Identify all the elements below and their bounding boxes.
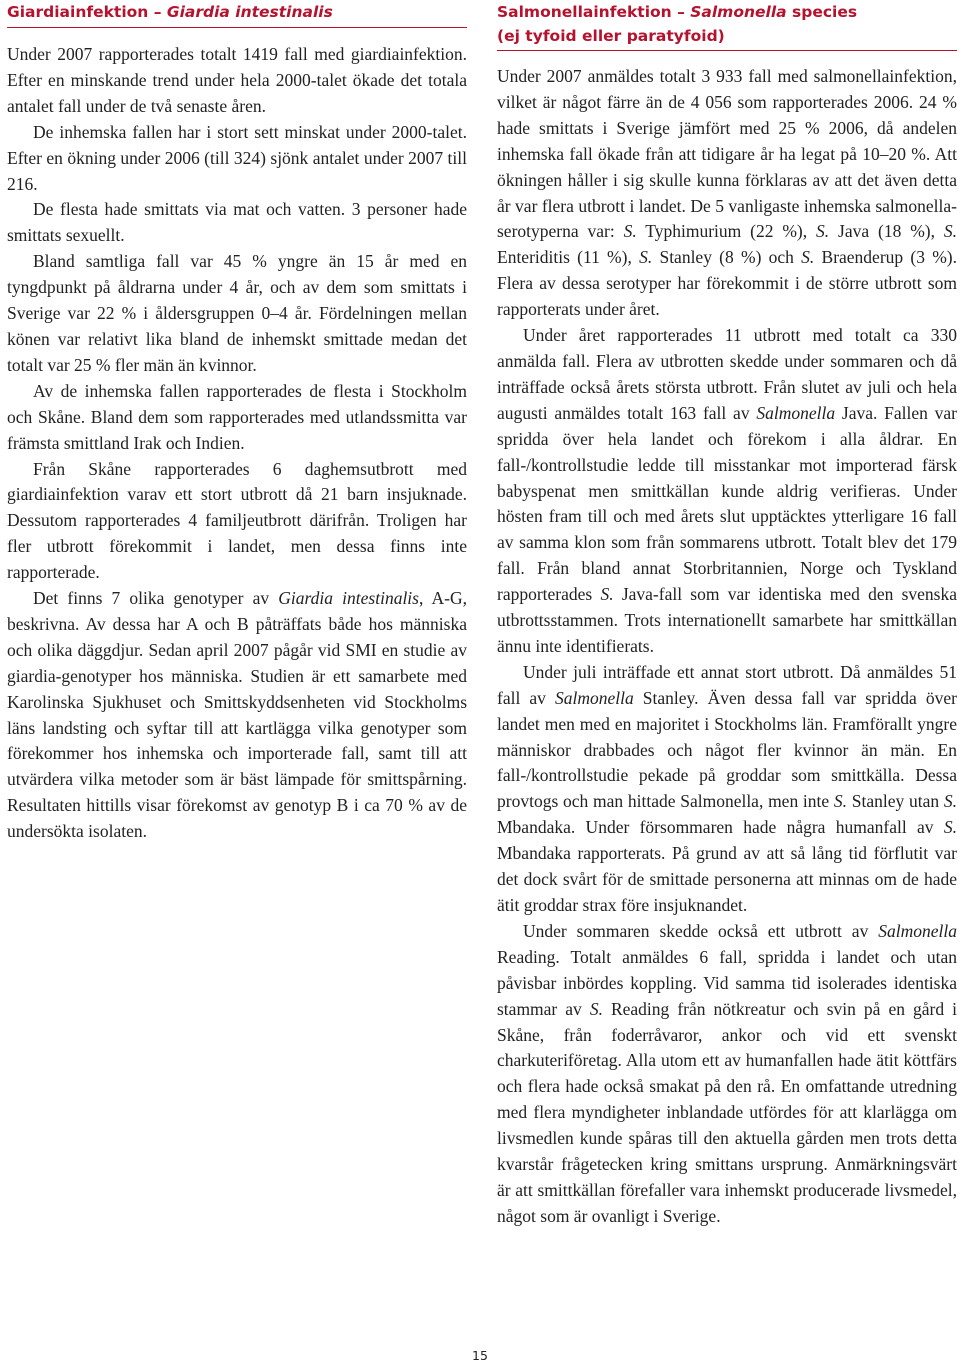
paragraph: Från Skåne rapporterades 6 daghemsutbrott med giardiainfektion varav ett stort utbrott då 21 barn insjuknade. Dessutom rapporterades 4 familjeutbrott därifrån. Troligen har fler utbrott förekommit i landet, men dessa finns inte rapporterade. — [7, 458, 467, 583]
heading-italic: Giardia intestinalis — [166, 3, 333, 21]
heading-text: Giardiainfektion – — [7, 3, 167, 21]
paragraph: De inhemska fallen har i stort sett minskat under 2000-talet. Efter en ökning under 2006 (till 324) sjönk antalet under 2007 till 216. — [7, 121, 467, 194]
right-column — [497, 0, 957, 1230]
paragraph: Under juli inträffade ett annat stort utbrott. Då anmäldes 51 fall av Salmonella Stanley. Även dessa fall var spridda över landet men med en majoritet i Stockholms län. Framförallt yngre människor drabbades och något fler kvinnor än män. En fall-/kontrollstudie pekade på groddar som smittkälla. Dessa provtogs och man hittade Salmonella, men inte S. Stanley utan S. Mbandaka. Under försommaren hade några humanfall av S. Mbandaka rapporterats. På grund av att så lång tid förflutit var det dock svårt för de smittade personerna att minnas om de hade ätit groddar strax före insjuknandet. — [497, 661, 958, 915]
giardia-heading — [7, 0, 467, 24]
left-column — [7, 0, 467, 845]
page-number: 15 — [472, 1348, 488, 1363]
salmonella-heading: Salmonellainfektion – Salmonella species (ej tyfoid eller paratyfoid) — [497, 3, 858, 45]
paragraph: Under 2007 rapporterades totalt 1419 fall med giardiainfektion. Efter en minskande trend under hela 2000-talet ökade det totala antalet fall under de två senaste åren. — [7, 44, 467, 116]
paragraph: Bland samtliga fall var 45 % yngre än 15 år med en tyngdpunkt på åldrarna under 4 år, och av dem som smittats i Sverige var 22 % i åldersgruppen 0–4 år. Fördelningen mellan könen var relativt lika bland de inhemskt smittade medan det totalt var 25 % fler män än kvinnor. — [7, 251, 467, 375]
paragraph: Under året rapporterades 11 utbrott med totalt ca 330 anmälda fall. Flera av utbrotten skedde under sommaren och då inträffade också årets största utbrott. Från slutet av juli och hela augusti anmäldes totalt 163 fall av Salmonella Java. Fallen var spridda över hela landet och förekom i alla åldrar. En fall-/kontrollstudie ledde till misstankar mot importerad färsk babyspenat men smittkällan kunde aldrig verifieras. Under hösten fram till och med årets slut upptäcktes ytterligare 16 fall av samma klon som från sommarens utbrott. Totalt blev det 179 fall. Från bland annat Storbritannien, Norge och Tyskland rapporterades S. Java-fall som var identiska med den svenska utbrottsstammen. Trots internationellt samarbete har smittkällan ännu inte identifierats. — [497, 325, 957, 656]
paragraph: Av de inhemska fallen rapporterades de flesta i Stockholm och Skåne. Bland dem som rapporterades med utlandssmitta var främsta smittland Irak och Indien. — [7, 380, 467, 453]
paragraph: Under 2007 anmäldes totalt 3 933 fall med salmonellainfektion, vilket är något färre än de 4 056 som rapporterades 2006. 24 % hade smittats i Sverige jämfört med 25 % 2006, då andelen inhemska fall ökade från att tidigare år ha legat på 10–20 %. Att ökningen håller i sig skulle kunna förklaras av att det även detta år var flera utbrott i landet. De 5 vanligaste inhemska salmonella-serotyperna var: S. Typhimurium (22 %), S. Java (18 %), S. Enteriditis (11 %), S. Stanley (8 %) och S. Braenderup (3 %). Flera av dessa serotyper har förekommit i de större utbrott som rapporterats under året. — [497, 66, 957, 320]
paragraph: Det finns 7 olika genotyper av Giardia intestinalis, A-G, beskrivna. Av dessa har A och B påträffats både hos människa och olika däggdjur. Sedan april 2007 pågår vid SMI en studie av giardia-genotyper hos människa. Studien är ett samarbete med Karolinska Sjukhuset och Smittskyddsenheten vid Stockholms läns landsting och syftar till att kartlägga vilka genotyper som förekommer hos inhemska och importerade fall, samt till att utvärdera vilka metoder som är bäst lämpade för smittspårning. Resultaten hittills visar förekomst av genotyp B i ca 70 % av de undersökta isolaten. — [7, 588, 467, 842]
paragraph: De flesta hade smittats via mat och vatten. 3 personer hade smittats sexuellt. — [7, 199, 467, 246]
paragraph: Under sommaren skedde också ett utbrott av Salmonella Reading. Totalt anmäldes 6 fall, spridda i landet och utan påvisbar inbördes koppling. Vid samma tid isolerades identiska stammar av S. Reading från nötkreatur och svin på en gård i Skåne, från foderråvaror, ankor och vid ett svenskt charkuteriföretag. Alla utom ett av humanfallen hade ätit köttfärs och flera hade också smakat på den rå. En omfattande utredning med flera myndigheter inblandade utfördes för att klarlägga om livsmedlen kunde spåras till den aktuella gården men trots detta kvarstår frågetecken kring smittans ursprung. Anmärkningsvärt är att smittkällan förefaller vara inhemskt producerade livsmedel, något som är ovanligt i Sverige. — [497, 920, 957, 1226]
